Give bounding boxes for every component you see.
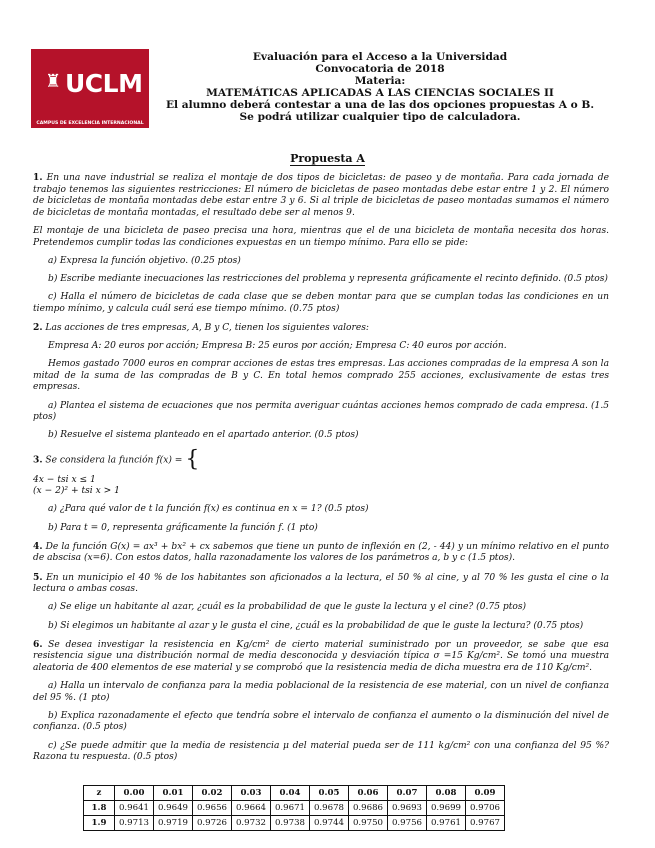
page-title [0,152,655,165]
question-text: En una nave industrial se realiza el montaje de dos tipos de bicicletas: de paseo y de montaña. Para cada jornada de trabajo tenemos las siguientes restricciones: El número de bicicletas de paseo montadas debe estar entre 1 y 2. El número de bicicletas de montaña montadas debe estar entre 3 y 6. Si al triple de bicicletas de paseo montadas sumamos el número de bicicletas de montaña montadas, el resultado debe ser al menos 9. [33,173,609,218]
question-text: De la función G(x) = ax³ + bx² + cx sabemos que tiene un punto de inflexión en (2, - 44) y un mínimo relativo en el punto de abscisa (x=6). Con estos datos, halla razonadamente los valores de los parámetros a, b y c (1.5 ptos). [33,541,609,564]
subquestion: b) Si elegimos un habitante al azar y le gusta el cine, ¿cuál es la probabilidad de que le guste la lectura? (0.75 ptos) [48,620,584,631]
question-text: Se considera la función f(x) = [45,455,183,466]
table-header-cell: 0.05 [310,786,349,801]
table-cell: 0.9706 [466,801,505,816]
table-header-cell: 0.00 [115,786,154,801]
question-number: 1. [33,172,43,183]
question-6 [33,639,609,675]
table-header-cell: 0.06 [349,786,388,801]
exam-body [33,172,609,770]
table-header-cell: z [84,786,115,801]
question-1 [33,172,609,219]
table-header-cell: 0.04 [271,786,310,801]
question-text: Hemos gastado 7000 euros en comprar acciones de estas tres empresas. Las acciones compradas de la empresa A son la mitad de la suma de las compradas de B y C. En total hemos comprado 255 acciones, exclusivamente de estas tres empresas. [33,359,609,393]
exam-header [150,51,610,124]
table-header-cell: 0.07 [388,786,427,801]
subquestion: b) Explica razonadamente el efecto que tendría sobre el intervalo de confianza el aumento o la disminución del nivel de confianza. (0.5 ptos) [33,710,609,733]
table-header-cell: 0.09 [466,786,505,801]
question-text: En un municipio el 40 % de los habitantes son aficionados a la lectura, el 50 % al cine, y al 70 % les gusta el cine o la lectura o ambas cosas. [33,572,609,595]
table-row [84,816,505,831]
table-cell: 0.9649 [154,801,193,816]
table-header-cell: 0.03 [232,786,271,801]
table-header-row [84,786,505,801]
table-cell: 0.9744 [310,816,349,831]
tower-icon: ♜ [45,71,62,92]
subquestion: a) ¿Para qué valor de t la función f(x) es continua en x = 1? (0.5 ptos) [48,504,369,515]
case-expression: 4x − t [33,474,61,485]
case-condition: si x ≤ 1 [60,474,96,485]
table-cell: 0.9738 [271,816,310,831]
table-cell: 0.9750 [349,816,388,831]
table-cell: 0.9726 [193,816,232,831]
question-number: 3. [33,454,43,466]
logo-subtitle: CAMPUS DE EXCELENCIA INTERNACIONAL [36,121,144,126]
normal-distribution-table [83,785,505,831]
subquestion: b) Resuelve el sistema planteado en el apartado anterior. (0.5 ptos) [48,430,359,441]
header-line: Se podrá utilizar cualquier tipo de calculadora. [239,111,521,124]
subquestion: a) Plantea el sistema de ecuaciones que nos permita averiguar cuántas acciones hemos comprado de cada empresa. (1.5 ptos) [33,400,609,423]
question-number: 2. [33,321,43,333]
brace-symbol: { [185,446,200,472]
question-number: 6. [33,638,43,650]
table-cell: 1.9 [84,816,115,831]
question-text: Se desea investigar la resistencia en Kg/cm² de cierto material suministrado por un proveedor, se sabe que esa resistencia sigue una distribución normal de media desconocida y desviación típica σ =15 Kg/cm². Se tomó una muestra aleatoria de 400 elementos de ese material y se comprobó que la resistencia media de dicha muestra era de 110 Kg/cm². [33,639,609,673]
table-cell: 1.8 [84,801,115,816]
table-cell: 0.9664 [232,801,271,816]
header-line: Materia: [354,75,406,88]
question-number: 4. [33,540,43,552]
subquestion: c) ¿Se puede admitir que la media de resistencia μ del material pueda ser de 111 kg/cm² con una confianza del 95 %? Razona tu respuesta. (0.5 ptos) [33,740,609,763]
subquestion: b) Escribe mediante inecuaciones las restricciones del problema y representa gráficamente el recinto definido. (0.5 ptos) [48,273,608,284]
table-row [84,801,505,816]
header-line: Convocatoria de 2018 [315,63,445,76]
table-header-cell: 0.01 [154,786,193,801]
header-line: Evaluación para el Acceso a la Universidad [252,51,508,63]
subquestion: c) Halla el número de bicicletas de cada clase que se deben montar para que se cumplan todas las condiciones en un tiempo mínimo, y calcula cuál será ese tiempo mínimo. (0.75 ptos) [33,292,609,314]
table-cell: 0.9756 [388,816,427,831]
table-cell: 0.9678 [310,801,349,816]
case-condition: si x > 1 [85,486,120,497]
question-number: 5. [33,571,43,583]
table-header-cell: 0.02 [193,786,232,801]
header-line: MATEMÁTICAS APLICADAS A LAS CIENCIAS SOCIALES II [206,87,554,100]
subquestion: a) Expresa la función objetivo. (0.25 ptos) [48,255,241,266]
case-expression: (x − 2)² + t [33,486,86,497]
question-text: Empresa A: 20 euros por acción; Empresa B: 25 euros por acción; Empresa C: 40 euros por acción. [48,341,507,352]
table-cell: 0.9713 [115,816,154,831]
question-text: Las acciones de tres empresas, A, B y C, tienen los siguientes valores: [45,322,369,333]
header-line: El alumno deberá contestar a una de las dos opciones propuestas A o B. [165,99,595,112]
uclm-logo [31,49,149,128]
question-5 [33,572,609,596]
table-header-cell: 0.08 [427,786,466,801]
table-cell: 0.9761 [427,816,466,831]
subquestion: b) Para t = 0, representa gráficamente la función f. (1 pto) [48,522,318,533]
table-cell: 0.9719 [154,816,193,831]
table-cell: 0.9767 [466,816,505,831]
subquestion: a) Se elige un habitante al azar, ¿cuál es la probabilidad de que le guste la lectura y el cine? (0.75 ptos) [48,602,527,613]
logo-text: UCLM [65,69,143,98]
question-text: El montaje de una bicicleta de paseo precisa una hora, mientras que el de una bicicleta de montaña necesita dos horas. Pretendemos cumplir todas las condiciones expuestas en un tiempo mínimo. Para ello se pide: [33,225,609,248]
subquestion: a) Halla un intervalo de confianza para la media poblacional de la resistencia de ese material, con un nivel de confianza del 95 %. (1 pto) [33,681,609,703]
table-cell: 0.9699 [427,801,466,816]
question-4 [33,541,609,565]
table-cell: 0.9732 [232,816,271,831]
table-cell: 0.9641 [115,801,154,816]
table-cell: 0.9656 [193,801,232,816]
table-cell: 0.9686 [349,801,388,816]
table-cell: 0.9671 [271,801,310,816]
table-cell: 0.9693 [388,801,427,816]
title-text: Propuesta A [290,152,365,165]
question-2 [33,322,609,335]
question-3 [33,446,609,472]
